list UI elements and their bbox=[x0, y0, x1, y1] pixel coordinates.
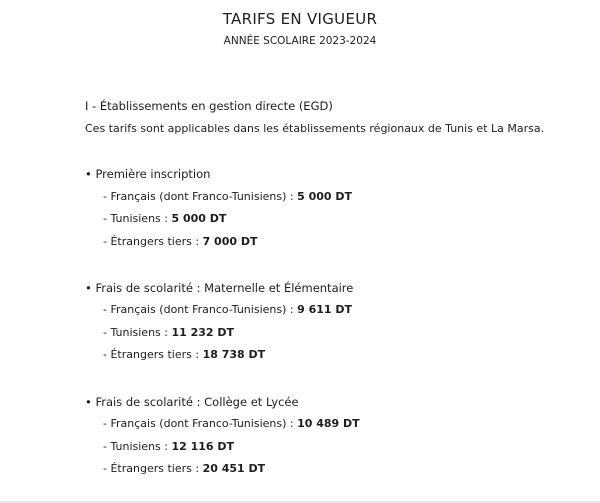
fee-line bbox=[103, 235, 257, 248]
group-title-college-lycee: • Frais de scolarité : Collège et Lycée bbox=[85, 395, 299, 409]
fee-line bbox=[103, 326, 234, 339]
fee-amount: 5 000 DT bbox=[171, 212, 227, 225]
group-title-maternelle-elementaire: • Frais de scolarité : Maternelle et Élémentaire bbox=[85, 281, 354, 295]
fee-amount: 18 738 DT bbox=[202, 348, 266, 361]
section-description: Ces tarifs sont applicables dans les établissements régionaux de Tunis et La Marsa. bbox=[85, 122, 545, 135]
fee-label: - Français (dont Franco-Tunisiens) : bbox=[103, 303, 298, 316]
fee-label: - Étrangers tiers : bbox=[103, 462, 203, 475]
fee-label: - Étrangers tiers : bbox=[103, 235, 203, 248]
fee-amount: 20 451 DT bbox=[202, 462, 266, 475]
fee-line bbox=[103, 440, 234, 453]
fee-label: - Français (dont Franco-Tunisiens) : bbox=[103, 417, 298, 430]
group-title-premiere-inscription: • Première inscription bbox=[85, 167, 211, 181]
fee-line bbox=[103, 190, 352, 203]
fee-amount: 5 000 DT bbox=[297, 190, 353, 203]
section-heading: I - Établissements en gestion directe (EGD) bbox=[85, 99, 333, 113]
fee-label: - Tunisiens : bbox=[103, 212, 172, 225]
fee-label: - Tunisiens : bbox=[103, 440, 172, 453]
fee-line bbox=[103, 462, 265, 475]
fee-line bbox=[103, 348, 265, 361]
fee-amount: 11 232 DT bbox=[171, 326, 235, 339]
fee-line bbox=[103, 417, 360, 430]
page-title: TARIFS EN VIGUEUR bbox=[222, 10, 378, 28]
fee-amount: 7 000 DT bbox=[202, 235, 258, 248]
fee-line bbox=[103, 212, 226, 225]
fee-amount: 12 116 DT bbox=[171, 440, 235, 453]
fee-label: - Tunisiens : bbox=[103, 326, 172, 339]
fee-line bbox=[103, 303, 352, 316]
fee-label: - Étrangers tiers : bbox=[103, 348, 203, 361]
fee-amount: 10 489 DT bbox=[297, 417, 360, 430]
fee-amount: 9 611 DT bbox=[297, 303, 353, 316]
page-subtitle: ANNÉE SCOLAIRE 2023-2024 bbox=[223, 35, 377, 47]
fee-label: - Français (dont Franco-Tunisiens) : bbox=[103, 190, 298, 203]
